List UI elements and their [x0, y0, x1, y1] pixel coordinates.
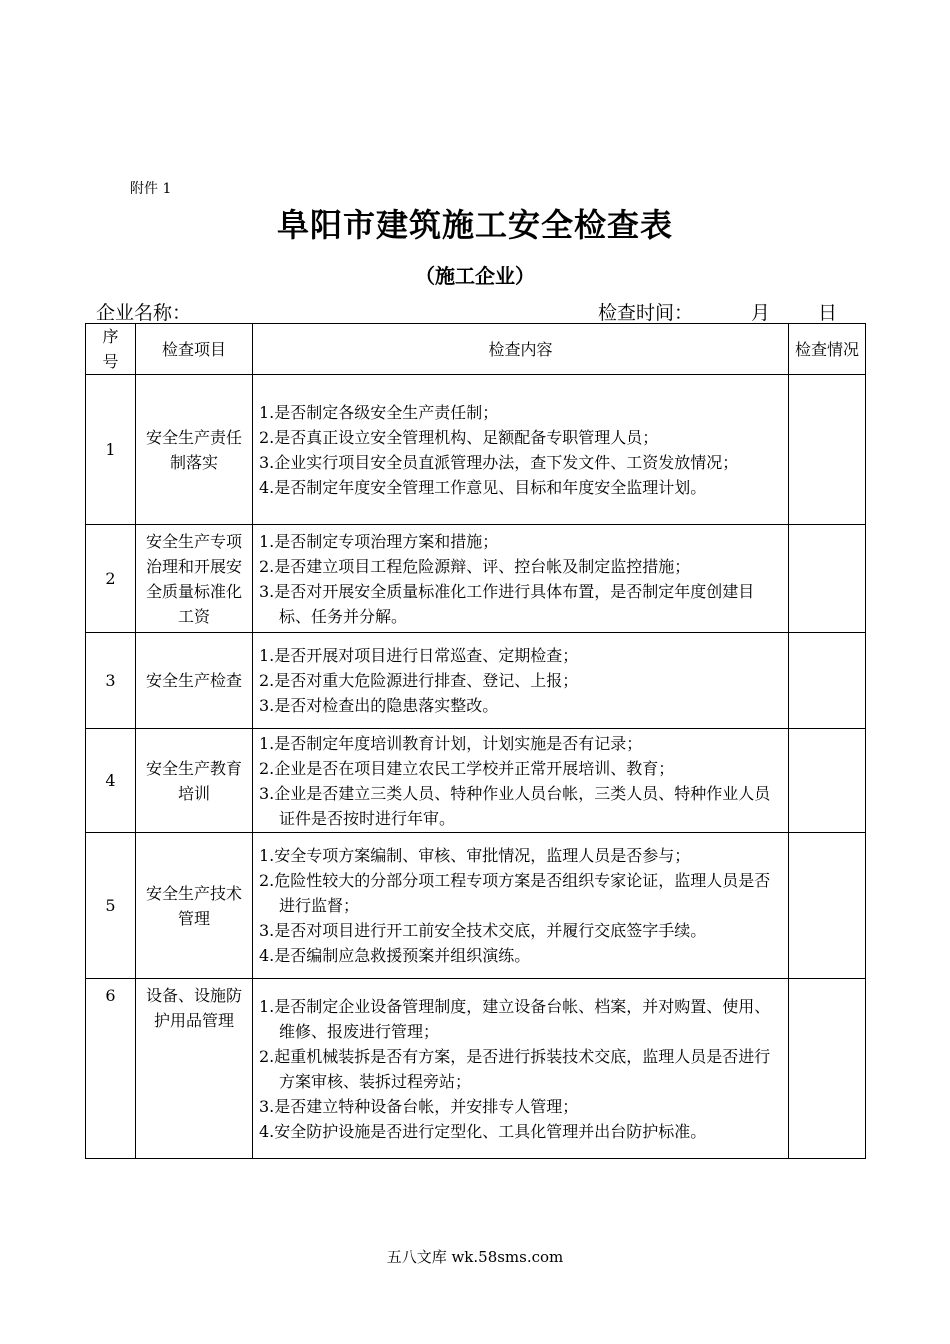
- check-time-month: 月: [751, 302, 771, 324]
- header-status: 检查情况: [789, 324, 866, 375]
- content-item: 3.是否对开展安全质量标准化工作进行具体布置，是否制定年度创建目标、任务并分解。: [259, 581, 755, 626]
- table-row: [86, 525, 866, 633]
- header-content: 检查内容: [253, 324, 789, 375]
- check-status-cell[interactable]: [789, 979, 866, 1159]
- header-no: 序号: [86, 324, 136, 375]
- content-item: 3.是否对项目进行开工前安全技术交底，并履行交底签字手续。: [259, 921, 707, 940]
- check-status-cell[interactable]: [789, 525, 866, 633]
- check-item: 设备、设施防护用品管理: [136, 979, 253, 1159]
- check-content: [253, 525, 789, 633]
- content-item: 1.是否制定年度培训教育计划，计划实施是否有记录；: [259, 733, 643, 753]
- table-row: [86, 979, 866, 1159]
- content-item: 1.是否开展对项目进行日常巡查、定期检查；: [259, 646, 579, 665]
- check-status-cell[interactable]: [789, 729, 866, 833]
- row-number: 2: [86, 525, 136, 633]
- content-item: 2.企业是否在项目建立农民工学校并正常开展培训、教育；: [259, 758, 675, 778]
- content-item: 4.安全防护设施是否进行定型化、工具化管理并出台防护标准。: [259, 1121, 707, 1141]
- table-row: [86, 833, 866, 979]
- page-subtitle: （施工企业）: [415, 264, 535, 288]
- content-item: 1.是否制定专项治理方案和措施；: [259, 531, 499, 551]
- content-item: 1.是否制定各级安全生产责任制；: [259, 402, 499, 422]
- content-item: 2.危险性较大的分部分项工程专项方案是否组织专家论证，监理人员是否进行监督；: [259, 871, 771, 915]
- check-time: [598, 298, 837, 325]
- content-item: 3.企业实行项目安全员直派管理办法，查下发文件、工资发放情况；: [259, 452, 739, 472]
- inspection-table: [85, 323, 866, 1159]
- check-content: [253, 979, 789, 1159]
- row-number: 3: [86, 633, 136, 729]
- check-content: [253, 375, 789, 525]
- check-status-cell[interactable]: [789, 375, 866, 525]
- page-title: 阜阳市建筑施工安全检查表: [276, 206, 673, 244]
- header-item: 检查项目: [136, 324, 253, 375]
- row-number: 6: [86, 979, 136, 1159]
- row-number: 4: [86, 729, 136, 833]
- content-item: 4.是否制定年度安全管理工作意见、目标和年度安全监理计划。: [259, 477, 707, 497]
- row-number: 1: [86, 375, 136, 525]
- content-item: 1.是否制定企业设备管理制度，建立设备台帐、档案，并对购置、使用、维修、报废进行管理；: [259, 996, 771, 1041]
- footer-watermark: 五八文库 wk.58sms.com: [386, 1248, 564, 1266]
- check-item: 安全生产专项治理和开展安全质量标准化工资: [136, 525, 253, 633]
- content-item: 2.起重机械装拆是否有方案，是否进行拆装技术交底，监理人员是否进行方案审核、装拆过程旁站；: [259, 1046, 771, 1091]
- check-time-label: 检查时间：: [598, 302, 694, 324]
- check-item: 安全生产技术管理: [136, 833, 253, 979]
- table-row: [86, 375, 866, 525]
- table-row: [86, 729, 866, 833]
- company-name-label: 企业名称：: [96, 302, 192, 324]
- check-content: [253, 633, 789, 729]
- check-content: [253, 729, 789, 833]
- check-item: 安全生产教育培训: [136, 729, 253, 833]
- content-item: 1.安全专项方案编制、审核、审批情况，监理人员是否参与；: [259, 846, 691, 865]
- row-number: 5: [86, 833, 136, 979]
- content-item: 3.是否对检查出的隐患落实整改。: [259, 696, 499, 715]
- content-item: 3.是否建立特种设备台帐，并安排专人管理；: [259, 1096, 579, 1116]
- content-item: 2.是否建立项目工程危险源辩、评、控台帐及制定监控措施；: [259, 556, 691, 576]
- content-item: 2.是否真正设立安全管理机构、足额配备专职管理人员；: [259, 427, 659, 447]
- table-row: [86, 633, 866, 729]
- content-item: 4.是否编制应急救援预案并组织演练。: [259, 946, 531, 965]
- attachment-label: 附件 1: [130, 181, 172, 197]
- check-status-cell[interactable]: [789, 633, 866, 729]
- check-item: 安全生产责任制落实: [136, 375, 253, 525]
- check-status-cell[interactable]: [789, 833, 866, 979]
- check-content: [253, 833, 789, 979]
- check-item: 安全生产检查: [136, 633, 253, 729]
- check-time-day: 日: [818, 302, 838, 324]
- content-item: 2.是否对重大危险源进行排查、登记、上报；: [259, 671, 579, 690]
- content-item: 3.企业是否建立三类人员、特种作业人员台帐，三类人员、特种作业人员证件是否按时进行年审。: [259, 783, 771, 828]
